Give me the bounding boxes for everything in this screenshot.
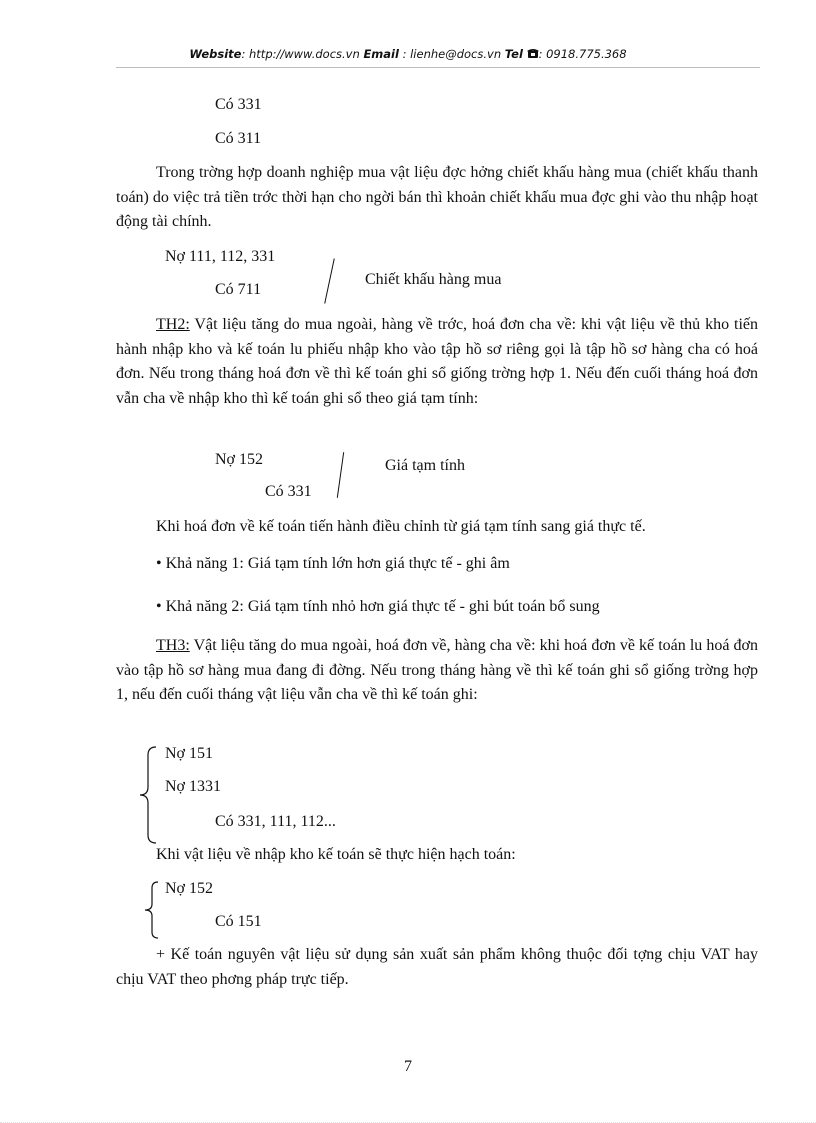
bullet-kha-nang-1-text: Khả năng 1: Giá tạm tính lớn hơn giá thực tế - ghi âm	[165, 555, 510, 572]
th2-text: Vật liệu tăng do mua ngoài, hàng về trớc, hoá đơn cha về: khi vật liệu về thủ kho tiến hành nhập kho và kế toán lu phiếu nhập kho vào tập hồ sơ riêng gọi là tập hồ sơ hàng cha có hoá đơn. Nếu trong tháng hoá đơn về thì kế toán ghi sổ giống trờng hợp 1. Nếu đến cuối tháng hoá đơn vẫn cha về nhập kho thì kế toán ghi sổ theo giá tạm tính:	[116, 316, 758, 407]
entry-no-152-b: Nợ 152	[165, 880, 214, 897]
line-khi-hoa-don: Khi hoá đơn về kế toán tiến hành điều chỉnh từ giá tạm tính sang giá thực tế.	[156, 518, 646, 535]
slash-divider	[324, 258, 335, 303]
slash-divider	[337, 452, 345, 498]
th3-label: TH3:	[156, 637, 190, 654]
website-label: Website	[189, 47, 242, 61]
entry-co-331: Có 331	[215, 96, 262, 113]
entry-no-151: Nợ 151	[165, 745, 214, 762]
tel-label: Tel	[504, 47, 523, 61]
tel-value: : 0918.775.368	[538, 47, 627, 61]
phone-icon	[527, 48, 539, 62]
paragraph-vat	[116, 943, 758, 992]
email-value: : lienhe@docs.vn	[402, 47, 502, 61]
page-header	[0, 47, 816, 62]
entry-co-711: Có 711	[215, 281, 262, 298]
entry-co-311: Có 311	[215, 130, 262, 147]
label-chiet-khau-hang-mua: Chiết khấu hàng mua	[365, 271, 502, 288]
bullet-kha-nang-2-text: Khả năng 2: Giá tạm tính nhỏ hơn giá thực tế - ghi bút toán bổ sung	[165, 598, 600, 615]
paragraph-th2	[116, 313, 758, 411]
paragraph-chiet-khau-text: Trong trờng hợp doanh nghiệp mua vật liệu đợc hởng chiết khấu hàng mua (chiết khấu thanh toán) do việc trả tiền trớc thời hạn cho ngời bán thì khoản chiết khấu mua đợc ghi vào thu nhập hoạt động tài chính.	[116, 164, 758, 231]
th2-label: TH2:	[156, 316, 190, 333]
paragraph-chiet-khau	[116, 161, 758, 235]
brace-icon	[138, 745, 160, 845]
paragraph-vat-text: + Kế toán nguyên vật liệu sử dụng sản xuất sản phẩm không thuộc đối tợng chịu VAT hay chịu VAT theo phơng pháp trực tiếp.	[116, 946, 758, 988]
entry-no-111: Nợ 111, 112, 331	[165, 248, 276, 265]
label-gia-tam-tinh: Giá tạm tính	[385, 457, 465, 474]
entry-co-151: Có 151	[215, 913, 262, 930]
th3-text: Vật liệu tăng do mua ngoài, hoá đơn về, hàng cha về: khi hoá đơn về kế toán lu hoá đơn vào tập hồ sơ hàng mua đang đi đờng. Nếu trong tháng hàng về thì kế toán ghi sổ giống trờng hợp 1, nếu đến cuối tháng vật liệu vẫn cha về thì kế toán ghi:	[116, 637, 758, 704]
paragraph-th3	[116, 634, 758, 708]
line-khi-vat-lieu: Khi vật liệu về nhập kho kế toán sẽ thực hiện hạch toán:	[156, 846, 516, 863]
page-number: 7	[404, 1058, 412, 1075]
website-value: : http://www.docs.vn	[241, 47, 360, 61]
bullet-kha-nang-2	[156, 598, 600, 616]
entry-co-331-111-112: Có 331, 111, 112...	[215, 813, 336, 830]
entry-co-331-b: Có 331	[265, 483, 312, 500]
entry-no-1331: Nợ 1331	[165, 778, 222, 795]
email-label: Email	[363, 47, 399, 61]
header-rule	[116, 67, 760, 68]
entry-no-152: Nợ 152	[215, 451, 264, 468]
bullet-dot-icon: •	[156, 598, 162, 615]
bullet-dot-icon: •	[156, 555, 162, 572]
bullet-kha-nang-1	[156, 555, 510, 573]
brace-icon	[142, 880, 162, 940]
